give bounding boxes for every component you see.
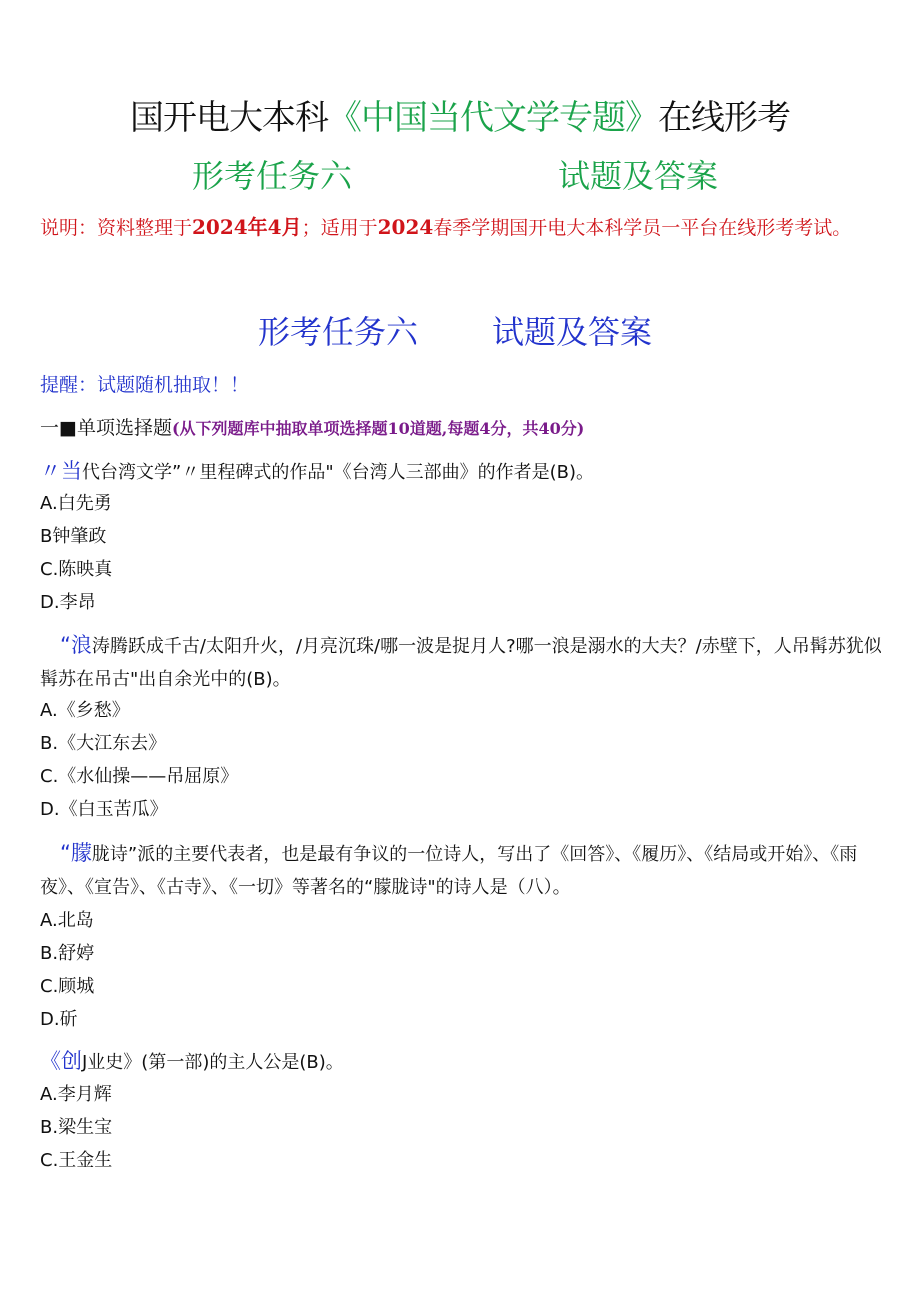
note-part2: ；适用于 [301, 217, 378, 239]
question-2 [40, 629, 885, 696]
answers-label: 试题及答案 [558, 157, 719, 195]
option: C.《水仙操——吊屈原》 [40, 766, 239, 787]
question-lead: 〃当 [40, 459, 82, 483]
option: D.《白玉苦瓜》 [40, 799, 168, 820]
note-paragraph [40, 208, 880, 247]
question-1 [40, 455, 885, 489]
question-text: 胧诗”派的主要代表者，也是最有争议的一位诗人，写出了《回答》、《履历》、《结局或开始》、《雨夜》、《宣告》、《古寺》、《一切》等著名的“朦胧诗"的诗人是（八）。 [40, 844, 858, 898]
question-3 [40, 837, 885, 904]
option: B.《大江东去》 [40, 733, 167, 754]
option: B钟肇政 [40, 526, 107, 547]
question-text: J业史》(第一部)的主人公是(B)。 [82, 1052, 344, 1073]
note-part3: 春季学期国开电大本科学员一平台在线形考考试。 [433, 217, 852, 239]
question-text: 涛腾跃成千古/太阳升火，/月亮沉珠/哪一波是捉月人?哪一浪是溺水的大夫？/赤壁下，人吊髯苏犹似髯苏在吊古"出自余光中的(B)。 [40, 636, 882, 690]
question-lead: “浪 [60, 633, 92, 657]
option: B.舒婷 [40, 943, 95, 964]
option: D.斫 [40, 1009, 78, 1030]
section-answers-label: 试题及答案 [492, 313, 653, 351]
note-year: 2024 [377, 215, 434, 239]
note-date: 2024年4月 [192, 215, 302, 239]
option: C.陈映真 [40, 559, 113, 580]
option: A.《乡愁》 [40, 700, 130, 721]
section-title-text: 一■单项选择题 [40, 417, 172, 439]
section-task-label: 形考任务六 [258, 313, 419, 351]
option: A.白先勇 [40, 493, 112, 514]
option: A.北岛 [40, 910, 94, 931]
option: A.李月辉 [40, 1084, 112, 1105]
question-text: 代台湾文学”〃里程碑式的作品"《台湾人三部曲》的作者是(B)。 [82, 462, 594, 483]
option: C.顾城 [40, 976, 95, 997]
option: B.梁生宝 [40, 1117, 113, 1138]
question-lead: 《创 [40, 1049, 82, 1073]
question-4 [40, 1045, 885, 1079]
document-title [0, 96, 920, 140]
option: C.王金生 [40, 1150, 113, 1171]
title-prefix: 国开电大本科 [130, 98, 328, 138]
note-part1: 说明：资料整理于 [40, 217, 193, 239]
task-label: 形考任务六 [192, 157, 353, 195]
section-title [40, 413, 584, 444]
question-lead: “朦 [60, 841, 92, 865]
option: D.李昂 [40, 592, 96, 613]
title-suffix: 在线形考 [658, 98, 790, 138]
title-course: 《中国当代文学专题》 [328, 98, 658, 138]
section-note: (从下列题库中抽取单项选择题10道题,每题4分，共40分) [171, 419, 585, 438]
reminder-text: 提醒：试题随机抽取！！ [40, 374, 250, 396]
